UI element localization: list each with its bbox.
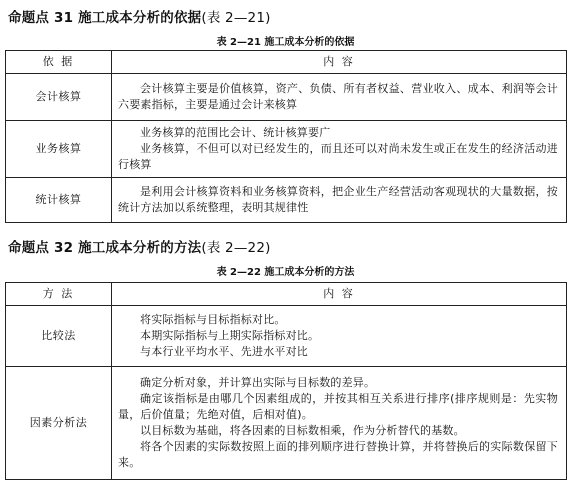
section-heading-ref: (表 2—22) [201,240,271,256]
row-content [112,74,567,121]
header-cell-content: 内 容 [112,51,567,74]
row-label: 业务核算 [6,121,112,178]
content-paragraph: 以目标数为基础，将各因素的目标数相乘，作为分析替代的基数。 [140,424,465,437]
content-paragraph: 业务核算的范围比会计、统计核算要广 [140,126,331,139]
row-content [112,367,567,480]
row-label: 会计核算 [6,74,112,121]
row-label: 比较法 [6,306,112,367]
content-paragraph: 本期实际指标与上期实际指标对比。 [140,329,320,342]
table-row [6,121,567,178]
row-label: 统计核算 [6,178,112,223]
section-heading-ref: (表 2—21) [201,10,271,26]
content-paragraph: 确定分析对象，并计算出实际与目标数的差异。 [140,376,376,389]
table-row [6,306,567,367]
row-content [112,178,567,223]
header-cell-basis: 依 据 [6,51,112,74]
table-header-row [6,283,567,306]
row-label: 因素分析法 [6,367,112,480]
section-heading-text: 命题点 32 施工成本分析的方法 [8,240,202,256]
content-paragraph: 将实际指标与目标指标对比。 [140,313,286,326]
content-paragraph: 会计核算主要是价值核算，资产、负债、所有者权益、营业收入、成本、利润等会计六要素指标，主要是通过会计来核算 [118,82,558,111]
header-cell-content: 内 容 [112,283,567,306]
section-heading-31 [8,6,271,26]
content-paragraph: 业务核算，不但可以对已经发生的，而且还可以对尚未发生或正在发生的经济活动进行核算 [118,142,558,171]
section-heading-32 [8,236,271,256]
table-row [6,178,567,223]
row-content [112,306,567,367]
content-paragraph: 与本行业平均水平、先进水平对比 [140,345,308,358]
table-row [6,367,567,480]
table-header-row [6,51,567,74]
table-row [6,74,567,121]
table-cost-analysis-basis [5,50,567,223]
row-content [112,121,567,178]
content-paragraph: 确定该指标是由哪几个因素组成的，并按其相互关系进行排序(排序规则是：先实物量，后价值量；先绝对值，后相对值)。 [118,392,558,421]
header-cell-method: 方 法 [6,283,112,306]
section-heading-text: 命题点 31 施工成本分析的依据 [8,10,202,26]
table-caption-2-22: 表 2—22 施工成本分析的方法 [216,267,355,278]
table-cost-analysis-methods [5,282,567,480]
table-caption-2-21: 表 2—21 施工成本分析的依据 [216,37,355,48]
content-paragraph: 将各个因素的实际数按照上面的排列顺序进行替换计算，并将替换后的实际数保留下来。 [118,440,558,469]
content-paragraph: 是利用会计核算资料和业务核算资料，把企业生产经营活动客观现状的大量数据，按统计方法加以系统整理，表明其规律性 [118,185,558,214]
